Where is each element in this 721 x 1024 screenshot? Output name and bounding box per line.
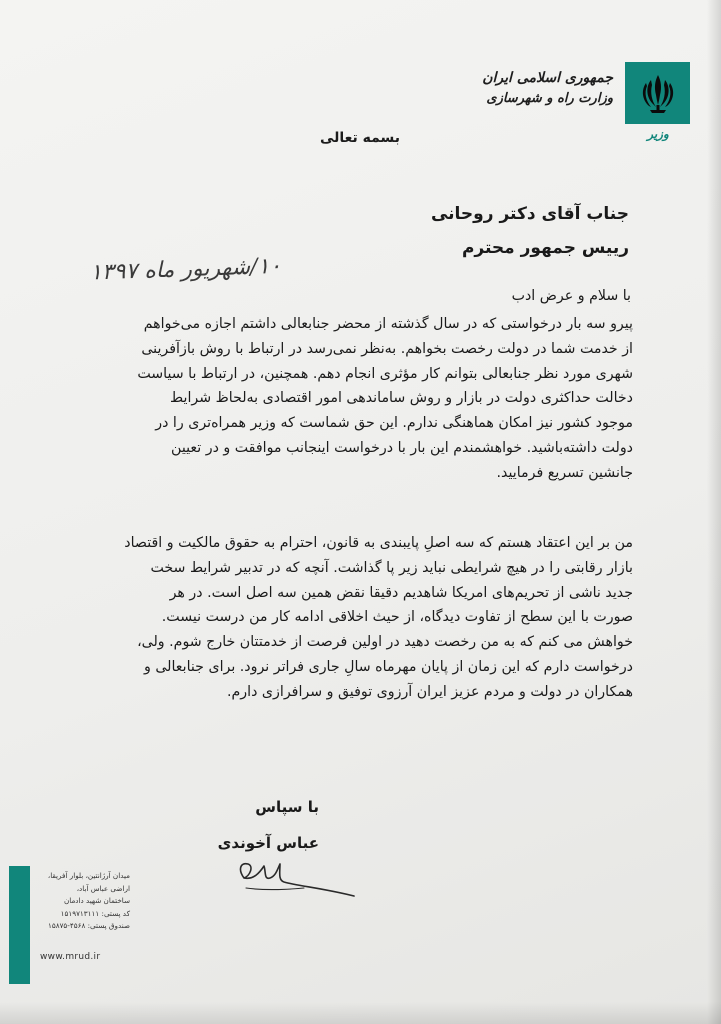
footer-address	[36, 870, 130, 933]
address-line: اراضی عباس آباد،	[76, 883, 130, 893]
address-line: میدان آرژانتین، بلوار آفریقا،	[47, 871, 130, 880]
footer-accent-bar	[9, 866, 30, 984]
paragraph-line: دولت داشته‌باشید. خواهشمندم این بار با درخواست اینجانب موافقت و در تعیین	[171, 439, 633, 456]
website-link[interactable]: www.mrud.ir	[40, 952, 101, 962]
paragraph-line: همکاران در دولت و مردم عزیز ایران آرزوی توفیق و سرافرازی دارم.	[227, 683, 633, 700]
org-line-2: وزارت راه و شهرسازی	[486, 91, 613, 106]
paragraph-line: جدید ناشی از تحریم‌های امریکا شاهدیم دقیقا نقض همین سه اصل است. در هر	[169, 584, 633, 601]
emblem-logo	[625, 62, 690, 124]
address-line: ساختمان شهید دادمان	[63, 896, 130, 906]
paragraph-line: دخالت حداکثری دولت در بازار و روش ساماندهی امور اقتصادی به‌لحاظ شرایط	[170, 390, 633, 407]
paragraph-line: موجود کشور نیز امکان هماهنگی ندارم. این حق شماست که وزیر همراه‌تری را در	[155, 415, 633, 432]
paragraph-1	[68, 312, 633, 486]
paper-shadow	[707, 0, 721, 1024]
paragraph-line: خواهش می کنم که به من رخصت دهید در اولین فرصت از خدمتتان خارج شوم. ولی،	[137, 634, 633, 651]
paragraph-line: من بر این اعتقاد هستم که سه اصلِ پایبندی به قانون، احترام به حقوق مالکیت و اقتصاد	[124, 535, 633, 551]
handwritten-signature	[226, 848, 366, 904]
paper-shadow-bottom	[0, 1002, 721, 1024]
paragraph-line: بازار رقابتی را در هیچ شرایطی نباید زیر پا گذاشت. آنچه که در تدبیر شرایط سخت	[150, 559, 633, 576]
recipient-title: رییس جمهور محترم	[461, 238, 629, 258]
paragraph-line: صورت با این سطح از تفاوت دیدگاه، از حیث اخلاقی ادامه کار من درست نیست.	[161, 609, 633, 626]
iran-emblem-icon	[638, 71, 678, 115]
signer-name: عباس آخوندی	[217, 834, 319, 852]
basmala-heading: بسمه تعالی	[319, 130, 401, 146]
paragraph-2	[68, 531, 633, 705]
recipient-name: جناب آقای دکتر روحانی	[430, 204, 629, 224]
paragraph-line: از خدمت شما در دولت رخصت بخواهم. به‌نظر نمی‌رسد در ارتباط با روش بازآفرینی	[141, 340, 633, 357]
handwritten-date: ۱۰/شهریور ماه ۱۳۹۷	[89, 253, 282, 286]
org-line-1: جمهوری اسلامی ایران	[482, 70, 613, 86]
paragraph-line: شهری مورد نظر جنابعالی بتوانم کار مؤثری انجام دهم. همچنین، در ارتباط با سیاست	[137, 365, 633, 382]
paragraph-line: پیرو سه بار درخواستی که در سال گذشته از محضر جنابعالی داشتم اجازه می‌خواهم	[143, 316, 633, 332]
minister-caption: وزیر	[647, 127, 669, 141]
address-line: صندوق پستی: ۴۵۶۸-۱۵۸۷۵	[47, 921, 130, 931]
organization-name	[413, 68, 613, 110]
paragraph-line: درخواست دارم که این زمان از پایان مهرماه سالِ جاری فراتر نرود. برای جنابعالی و	[143, 658, 633, 675]
address-line: کد پستی: ۱۵۱۹۷۱۳۱۱۱	[60, 908, 130, 918]
paragraph-line: جانشین تسریع فرمایید.	[496, 464, 633, 481]
closing-thanks: با سپاس	[255, 798, 319, 816]
greeting: با سلام و عرض ادب	[511, 288, 631, 304]
